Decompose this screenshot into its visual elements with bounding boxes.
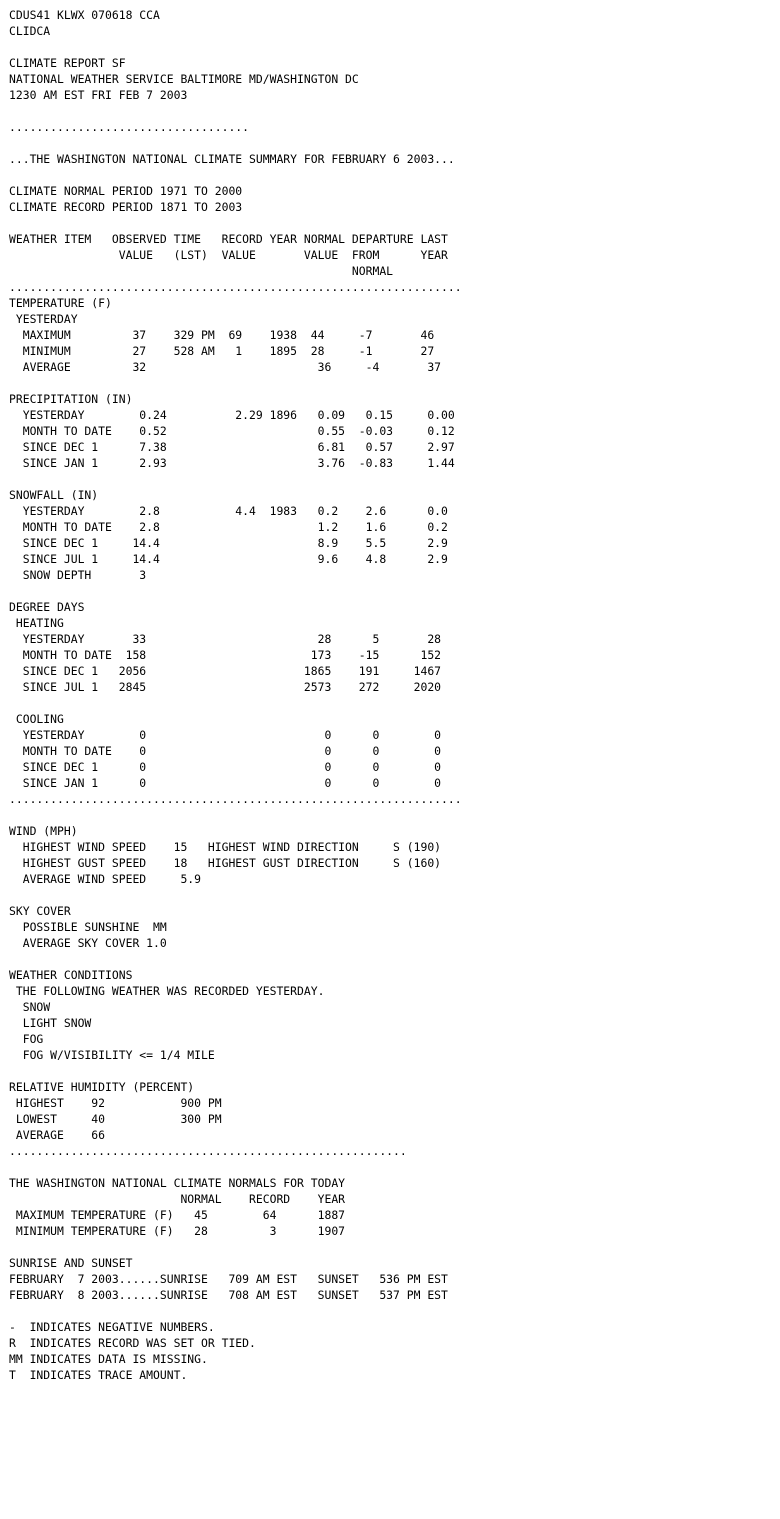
report-line bbox=[9, 951, 780, 967]
report-line bbox=[9, 1303, 780, 1319]
report-line: FOG bbox=[9, 1032, 44, 1046]
report-line: CDUS41 KLWX 070618 CCA bbox=[9, 8, 160, 22]
report-line: YESTERDAY 2.8 4.4 1983 0.2 2.6 0.0 bbox=[9, 504, 448, 518]
report-line: MINIMUM 27 528 AM 1 1895 28 -1 27 bbox=[9, 344, 435, 358]
report-line: - INDICATES NEGATIVE NUMBERS. bbox=[9, 1320, 215, 1334]
report-line: .......................................................... bbox=[9, 1144, 407, 1158]
report-line: NORMAL RECORD YEAR bbox=[9, 1192, 346, 1206]
climate-report-text bbox=[9, 7, 780, 1383]
report-line: HEATING bbox=[9, 616, 64, 630]
report-line bbox=[9, 167, 780, 183]
report-line bbox=[9, 103, 780, 119]
report-line: HIGHEST GUST SPEED 18 HIGHEST GUST DIRECTION S (160) bbox=[9, 856, 442, 870]
report-line: YESTERDAY 33 28 5 28 bbox=[9, 632, 442, 646]
report-line: CLIMATE RECORD PERIOD 1871 TO 2003 bbox=[9, 200, 243, 214]
report-line: AVERAGE 32 36 -4 37 bbox=[9, 360, 442, 374]
report-line: ................................... bbox=[9, 120, 250, 134]
report-line: WEATHER ITEM OBSERVED TIME RECORD YEAR NORMAL DEPARTURE LAST bbox=[9, 232, 448, 246]
report-line: LIGHT SNOW bbox=[9, 1016, 92, 1030]
report-line: T INDICATES TRACE AMOUNT. bbox=[9, 1368, 188, 1382]
report-line: YESTERDAY 0 0 0 0 bbox=[9, 728, 442, 742]
report-line: YESTERDAY bbox=[9, 312, 78, 326]
report-line: THE WASHINGTON NATIONAL CLIMATE NORMALS FOR TODAY bbox=[9, 1176, 346, 1190]
report-line: 1230 AM EST FRI FEB 7 2003 bbox=[9, 88, 188, 102]
report-line: MINIMUM TEMPERATURE (F) 28 3 1907 bbox=[9, 1224, 346, 1238]
report-line: HIGHEST WIND SPEED 15 HIGHEST WIND DIRECTION S (190) bbox=[9, 840, 442, 854]
report-line: AVERAGE WIND SPEED 5.9 bbox=[9, 872, 202, 886]
report-line bbox=[9, 1239, 780, 1255]
report-line: SNOW bbox=[9, 1000, 51, 1014]
report-line: DEGREE DAYS bbox=[9, 600, 85, 614]
report-line: SUNRISE AND SUNSET bbox=[9, 1256, 133, 1270]
report-line: CLIMATE NORMAL PERIOD 1971 TO 2000 bbox=[9, 184, 243, 198]
report-line: MM INDICATES DATA IS MISSING. bbox=[9, 1352, 208, 1366]
report-line: LOWEST 40 300 PM bbox=[9, 1112, 222, 1126]
report-line: SINCE JAN 1 2.93 3.76 -0.83 1.44 bbox=[9, 456, 455, 470]
report-line: .................................................................. bbox=[9, 792, 462, 806]
report-line: FEBRUARY 7 2003......SUNRISE 709 AM EST SUNSET 536 PM EST bbox=[9, 1272, 448, 1286]
report-line: SINCE JAN 1 0 0 0 0 bbox=[9, 776, 442, 790]
report-line: COOLING bbox=[9, 712, 64, 726]
report-line: WEATHER CONDITIONS bbox=[9, 968, 133, 982]
report-line: MAXIMUM TEMPERATURE (F) 45 64 1887 bbox=[9, 1208, 346, 1222]
report-line: SINCE JUL 1 14.4 9.6 4.8 2.9 bbox=[9, 552, 448, 566]
report-line bbox=[9, 1159, 780, 1175]
report-line bbox=[9, 215, 780, 231]
report-line: MONTH TO DATE 0 0 0 0 bbox=[9, 744, 442, 758]
report-line: R INDICATES RECORD WAS SET OR TIED. bbox=[9, 1336, 256, 1350]
report-line: FEBRUARY 8 2003......SUNRISE 708 AM EST SUNSET 537 PM EST bbox=[9, 1288, 448, 1302]
report-line: RELATIVE HUMIDITY (PERCENT) bbox=[9, 1080, 195, 1094]
report-line: PRECIPITATION (IN) bbox=[9, 392, 133, 406]
report-line: MONTH TO DATE 158 173 -15 152 bbox=[9, 648, 442, 662]
report-line: MAXIMUM 37 329 PM 69 1938 44 -7 46 bbox=[9, 328, 435, 342]
report-line bbox=[9, 695, 780, 711]
report-line: VALUE (LST) VALUE VALUE FROM YEAR bbox=[9, 248, 448, 262]
report-line bbox=[9, 887, 780, 903]
report-line: WIND (MPH) bbox=[9, 824, 78, 838]
report-line: .................................................................. bbox=[9, 280, 462, 294]
report-line: AVERAGE SKY COVER 1.0 bbox=[9, 936, 167, 950]
report-line: SNOW DEPTH 3 bbox=[9, 568, 147, 582]
report-line: CLIMATE REPORT SF bbox=[9, 56, 126, 70]
report-line bbox=[9, 39, 780, 55]
report-line: THE FOLLOWING WEATHER WAS RECORDED YESTERDAY. bbox=[9, 984, 325, 998]
report-line: SINCE JUL 1 2845 2573 272 2020 bbox=[9, 680, 442, 694]
report-line bbox=[9, 471, 780, 487]
report-line: SKY COVER bbox=[9, 904, 71, 918]
report-line: NORMAL bbox=[9, 264, 394, 278]
report-line: YESTERDAY 0.24 2.29 1896 0.09 0.15 0.00 bbox=[9, 408, 455, 422]
report-line: TEMPERATURE (F) bbox=[9, 296, 112, 310]
report-line: HIGHEST 92 900 PM bbox=[9, 1096, 222, 1110]
report-line: SINCE DEC 1 2056 1865 191 1467 bbox=[9, 664, 442, 678]
report-line: MONTH TO DATE 2.8 1.2 1.6 0.2 bbox=[9, 520, 448, 534]
report-line bbox=[9, 1063, 780, 1079]
report-line: SINCE DEC 1 0 0 0 0 bbox=[9, 760, 442, 774]
report-line: NATIONAL WEATHER SERVICE BALTIMORE MD/WASHINGTON DC bbox=[9, 72, 359, 86]
report-line: POSSIBLE SUNSHINE MM bbox=[9, 920, 167, 934]
report-line: SINCE DEC 1 14.4 8.9 5.5 2.9 bbox=[9, 536, 448, 550]
report-line bbox=[9, 135, 780, 151]
report-line: AVERAGE 66 bbox=[9, 1128, 106, 1142]
report-line: MONTH TO DATE 0.52 0.55 -0.03 0.12 bbox=[9, 424, 455, 438]
report-line bbox=[9, 583, 780, 599]
report-line: SINCE DEC 1 7.38 6.81 0.57 2.97 bbox=[9, 440, 455, 454]
report-line: FOG W/VISIBILITY <= 1/4 MILE bbox=[9, 1048, 215, 1062]
report-line: SNOWFALL (IN) bbox=[9, 488, 99, 502]
report-line bbox=[9, 375, 780, 391]
report-line: CLIDCA bbox=[9, 24, 51, 38]
report-line: ...THE WASHINGTON NATIONAL CLIMATE SUMMARY FOR FEBRUARY 6 2003... bbox=[9, 152, 455, 166]
report-line bbox=[9, 807, 780, 823]
